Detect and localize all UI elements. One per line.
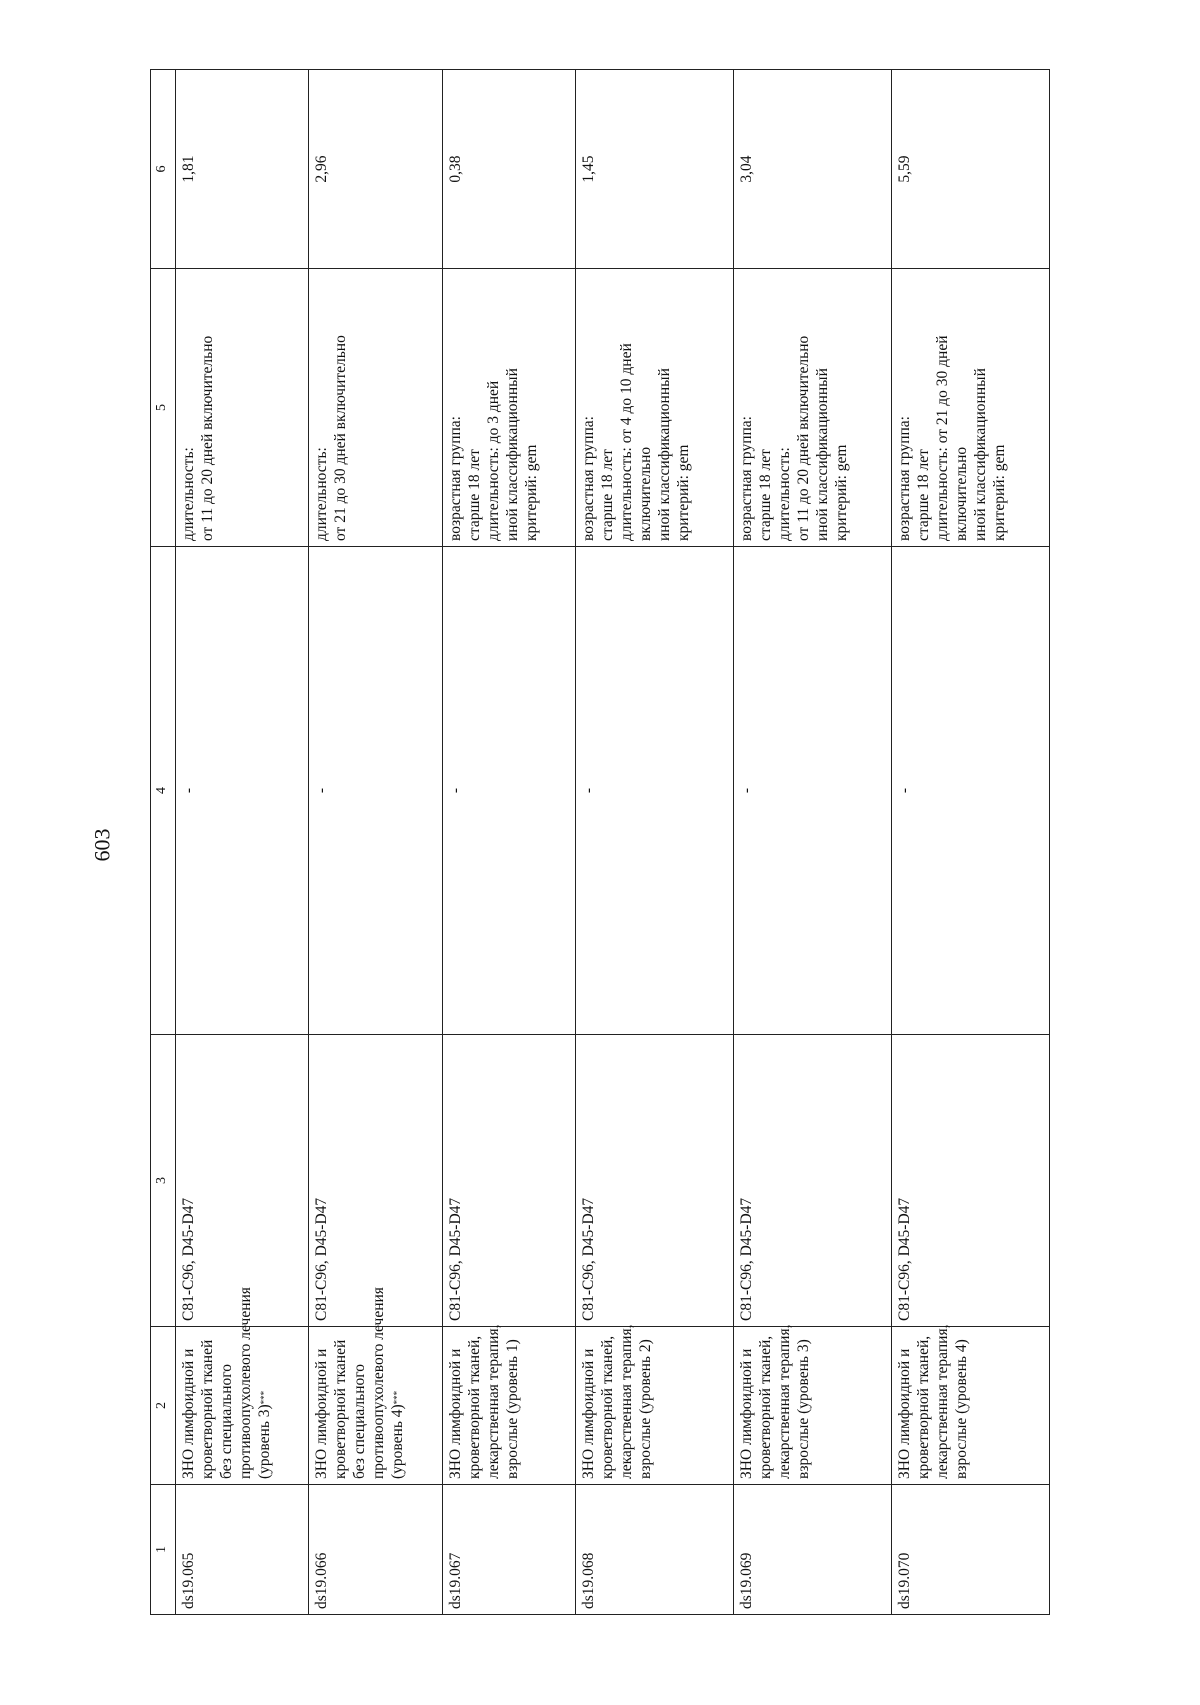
criteria-cell-line: длительность: до 3 дней	[484, 380, 502, 541]
kpg-name-cell-line: кроветворной тканей	[199, 1339, 216, 1479]
mkb-code-cell: C81-C96, D45-D47	[309, 1035, 442, 1327]
criteria-cell-line: иной классификационный	[655, 368, 673, 541]
criteria-cell-line: возрастная группа:	[446, 416, 464, 541]
header-col-1: 1	[151, 1485, 176, 1615]
coefficient-cell: 5,59	[891, 70, 1049, 269]
table-row	[176, 70, 309, 1615]
service-code-cell: -	[891, 547, 1049, 1035]
criteria-cell-line: возрастная группа:	[579, 416, 597, 541]
criteria-cell-line: критерий: gem	[832, 444, 850, 541]
header-row	[151, 70, 176, 1615]
criteria-cell-line: включительно	[636, 446, 654, 541]
criteria-cell-line: критерий: gem	[674, 444, 692, 541]
kpg-code-cell: ds19.070	[891, 1485, 1049, 1615]
kpg-name-cell-line: без специального	[351, 1364, 369, 1479]
criteria-cell-line: иной классификационный	[813, 368, 831, 541]
service-code-cell: -	[575, 547, 733, 1035]
criteria-cell-line: длительность:	[775, 447, 793, 541]
criteria-cell-line: длительность: от 4 до 10 дней	[617, 343, 635, 541]
table-row	[309, 70, 442, 1615]
kpg-name-cell-line: кроветворной тканей,	[598, 1335, 616, 1479]
kpg-name-cell-line: противоопухолевого лечения	[237, 1287, 254, 1479]
kpg-name-cell-line: кроветворной тканей	[332, 1339, 350, 1479]
kpg-name-cell-line: взрослые (уровень 4)	[952, 1339, 970, 1479]
mkb-code-cell: C81-C96, D45-D47	[733, 1035, 891, 1327]
kpg-name-cell-line: ЗНО лимфоидной и	[313, 1348, 331, 1479]
coefficient-cell: 3,04	[733, 70, 891, 269]
coefficient-cell: 1,45	[575, 70, 733, 269]
criteria-cell	[891, 269, 1049, 547]
table-header	[151, 70, 176, 1615]
kpg-name-cell-line: кроветворной тканей,	[756, 1335, 774, 1479]
criteria-cell-line: от 11 до 20 дней включительно	[794, 335, 812, 541]
header-col-4: 4	[151, 547, 176, 1035]
kpg-name-cell	[891, 1324, 1049, 1485]
kpg-name-cell	[575, 1324, 733, 1485]
criteria-cell-line: иной классификационный	[971, 368, 989, 541]
kpg-name-cell-line: ЗНО лимфоидной и	[895, 1348, 913, 1479]
kpg-name-cell	[442, 1324, 575, 1485]
criteria-cell-line: критерий: gem	[522, 444, 540, 541]
header-col-3: 3	[151, 1035, 176, 1327]
page-number-container	[82, 815, 122, 875]
kpg-name-cell-line: ЗНО лимфоидной и	[180, 1348, 197, 1479]
kpg-name-cell-line: взрослые (уровень 3)	[794, 1339, 812, 1479]
criteria-cell-line: от 11 до 20 дней включительно	[199, 335, 216, 541]
mkb-code-cell: C81-C96, D45-D47	[176, 1035, 309, 1327]
kpg-code-cell: ds19.068	[575, 1485, 733, 1615]
header-col-5: 5	[151, 269, 176, 547]
footnote-marker: ***	[392, 1390, 403, 1405]
kpg-name-cell-line: ЗНО лимфоидной и	[737, 1348, 755, 1479]
kpg-name-cell	[176, 1287, 309, 1485]
coefficient-cell: 1,81	[176, 70, 309, 269]
criteria-cell-line: длительность: от 21 до 30 дней	[933, 335, 951, 541]
mkb-code-cell: C81-C96, D45-D47	[891, 1035, 1049, 1327]
mkb-code-cell: C81-C96, D45-D47	[442, 1035, 575, 1327]
criteria-cell	[575, 269, 733, 547]
criteria-cell-line: старше 18 лет	[756, 449, 774, 541]
kpg-name-cell	[309, 1287, 442, 1485]
criteria-cell-line: длительность:	[313, 447, 331, 541]
tariff-table	[150, 69, 1050, 1615]
coefficient-cell: 0,38	[442, 70, 575, 269]
criteria-cell-line: старше 18 лет	[914, 449, 932, 541]
kpg-name-cell-line: без специального	[218, 1364, 235, 1479]
kpg-name-cell-line: (уровень 3)***	[256, 1390, 273, 1479]
criteria-cell-line: от 21 до 30 дней включительно	[332, 335, 350, 541]
service-code-cell: -	[733, 547, 891, 1035]
kpg-code-cell: ds19.067	[442, 1485, 575, 1615]
coefficient-cell: 2,96	[309, 70, 442, 269]
rotated-table-container	[150, 70, 1050, 1615]
page-number: 603	[89, 828, 114, 862]
criteria-cell-line: критерий: gem	[990, 444, 1008, 541]
kpg-name-cell-line: взрослые (уровень 2)	[636, 1339, 654, 1479]
service-code-cell: -	[309, 547, 442, 1035]
criteria-cell	[176, 269, 309, 547]
criteria-cell-line: возрастная группа:	[737, 416, 755, 541]
criteria-cell-line: длительность:	[180, 447, 197, 541]
table-row	[891, 70, 1049, 1615]
criteria-cell-line: включительно	[952, 446, 970, 541]
table-row	[733, 70, 891, 1615]
kpg-name-cell-line: (уровень 4)***	[389, 1390, 407, 1479]
table-row	[442, 70, 575, 1615]
kpg-name-cell-line: кроветворной тканей,	[465, 1335, 483, 1479]
kpg-code-cell: ds19.069	[733, 1485, 891, 1615]
kpg-name-cell-line: кроветворной тканей,	[914, 1335, 932, 1479]
kpg-name-cell-line: лекарственная терапия,	[484, 1324, 502, 1479]
kpg-name-cell-line: взрослые (уровень 1)	[503, 1339, 521, 1479]
criteria-cell-line: старше 18 лет	[465, 449, 483, 541]
kpg-name-cell-line: лекарственная терапия,	[775, 1324, 793, 1479]
kpg-name-cell-line: ЗНО лимфоидной и	[446, 1348, 464, 1479]
criteria-cell-line: возрастная группа:	[895, 416, 913, 541]
mkb-code-cell: C81-C96, D45-D47	[575, 1035, 733, 1327]
criteria-cell	[733, 269, 891, 547]
criteria-cell-line: старше 18 лет	[598, 449, 616, 541]
footnote-marker: ***	[259, 1390, 269, 1405]
kpg-name-cell-line: лекарственная терапия,	[933, 1324, 951, 1479]
kpg-code-cell: ds19.066	[309, 1485, 442, 1615]
criteria-cell	[442, 269, 575, 547]
table-row	[575, 70, 733, 1615]
header-col-6: 6	[151, 70, 176, 269]
kpg-name-cell-line: лекарственная терапия,	[617, 1324, 635, 1479]
service-code-cell: -	[176, 547, 309, 1035]
kpg-name-cell-line: противоопухолевого лечения	[370, 1287, 388, 1479]
kpg-name-cell-line: ЗНО лимфоидной и	[579, 1348, 597, 1479]
kpg-code-cell: ds19.065	[176, 1485, 309, 1615]
table-body	[176, 70, 1050, 1615]
service-code-cell: -	[442, 547, 575, 1035]
header-col-2: 2	[151, 1327, 176, 1485]
criteria-cell	[309, 269, 442, 547]
kpg-name-cell	[733, 1324, 891, 1485]
criteria-cell-line: иной классификационный	[503, 368, 521, 541]
